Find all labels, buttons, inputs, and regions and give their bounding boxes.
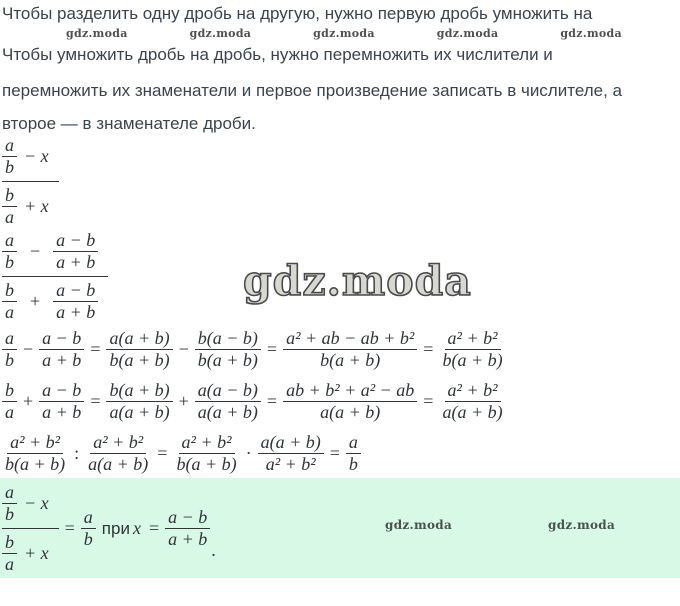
fraction-numerator: a − b bbox=[165, 508, 210, 529]
fraction-denominator: b(a + b) bbox=[176, 454, 237, 474]
watermark-text: gdz.moda bbox=[436, 27, 499, 40]
math-term: − x bbox=[24, 146, 49, 166]
watermark-text: gdz.moda bbox=[560, 27, 622, 40]
operator: = bbox=[157, 443, 168, 463]
fraction bbox=[195, 381, 261, 422]
fraction-numerator: b(a + b) bbox=[106, 381, 172, 402]
fraction bbox=[173, 433, 239, 474]
fraction-denominator: a + b bbox=[56, 252, 96, 272]
watermark-text: gdz.moda bbox=[313, 27, 375, 40]
math-line-numerator-simplification bbox=[2, 329, 506, 370]
fraction-denominator: a² + b² bbox=[265, 454, 316, 474]
operator: = bbox=[90, 339, 101, 359]
fraction-numerator: a − b bbox=[39, 381, 84, 402]
fraction-denominator: a bbox=[5, 302, 14, 322]
fraction bbox=[2, 483, 17, 524]
big-fraction bbox=[2, 483, 59, 574]
fraction bbox=[39, 329, 84, 370]
fraction-denominator: a(a + b) bbox=[109, 402, 170, 422]
fraction bbox=[195, 329, 261, 370]
operator: = bbox=[423, 339, 434, 359]
fraction bbox=[2, 231, 17, 272]
fraction-numerator: b(a − b) bbox=[195, 329, 261, 350]
fraction-numerator: a bbox=[2, 483, 17, 504]
fraction bbox=[106, 329, 172, 370]
operator: + bbox=[30, 291, 41, 311]
fraction bbox=[2, 433, 68, 474]
fraction bbox=[2, 533, 17, 574]
operator: + bbox=[178, 391, 189, 411]
big-fraction-numerator bbox=[2, 483, 59, 529]
watermark-large: gdz.moda bbox=[243, 257, 472, 305]
fraction-numerator: a² + b² bbox=[179, 433, 235, 454]
math-line-denominator-simplification bbox=[2, 381, 506, 422]
operator: − bbox=[23, 339, 34, 359]
fraction bbox=[39, 381, 84, 422]
math-expression-2 bbox=[2, 231, 108, 322]
fraction-denominator: a + b bbox=[42, 350, 82, 370]
fraction-denominator: b bbox=[83, 528, 93, 549]
condition-word: при bbox=[101, 518, 130, 538]
fraction-numerator: b bbox=[2, 186, 17, 207]
fraction-numerator: a² + b² bbox=[445, 329, 501, 350]
fraction bbox=[283, 329, 417, 370]
fraction-denominator: a + b bbox=[56, 302, 96, 322]
fraction-denominator: a(a + b) bbox=[442, 402, 503, 422]
fraction bbox=[85, 433, 151, 474]
fraction bbox=[2, 136, 17, 177]
fraction-numerator: a(a + b) bbox=[258, 433, 324, 454]
big-fraction-denominator bbox=[2, 182, 59, 227]
fraction bbox=[283, 381, 417, 422]
fraction-denominator: b(a + b) bbox=[442, 350, 503, 370]
fraction-numerator: ab + b² + a² − ab bbox=[283, 381, 417, 402]
instruction-line-2: Чтобы умножить дробь на дробь, нужно перемножить их числители и bbox=[2, 45, 553, 64]
fraction-numerator: a(a − b) bbox=[195, 381, 261, 402]
math-term: − x bbox=[24, 492, 49, 513]
operator: + bbox=[23, 391, 34, 411]
big-fraction bbox=[2, 231, 108, 322]
fraction bbox=[2, 329, 17, 370]
watermark-row bbox=[0, 27, 680, 40]
fraction-denominator: b(a + b) bbox=[197, 350, 258, 370]
big-fraction-denominator bbox=[2, 277, 108, 322]
watermark-text: gdz.moda bbox=[189, 27, 252, 40]
fraction-numerator: a² + ab − ab + b² bbox=[283, 329, 417, 350]
operator: : bbox=[74, 443, 80, 463]
fraction-numerator: a − b bbox=[53, 281, 98, 302]
fraction-numerator: a bbox=[2, 329, 17, 350]
fraction-numerator: a − b bbox=[39, 329, 84, 350]
fraction bbox=[258, 433, 324, 474]
big-fraction-denominator bbox=[2, 529, 59, 574]
fraction-numerator: a² + b² bbox=[90, 433, 146, 454]
fraction-numerator: b bbox=[2, 281, 17, 302]
fraction-denominator: b(a + b) bbox=[109, 350, 170, 370]
fraction-denominator: a(a + b) bbox=[197, 402, 258, 422]
instruction-line-3: перемножить их знаменатели и первое произведение записать в числителе, а bbox=[2, 81, 622, 100]
fraction bbox=[2, 281, 17, 322]
instruction-line-1: Чтобы разделить одну дробь на другую, нужно первую дробь умножить на bbox=[2, 4, 593, 23]
fraction-denominator: a bbox=[5, 402, 14, 422]
fraction bbox=[2, 186, 17, 227]
math-term: + x bbox=[24, 196, 49, 216]
operator: − bbox=[30, 241, 41, 261]
fraction bbox=[2, 381, 17, 422]
period: . bbox=[211, 539, 216, 560]
variable-x: x bbox=[132, 517, 141, 538]
answer-equation bbox=[2, 483, 216, 574]
answer-highlight-box bbox=[0, 478, 680, 578]
math-work-area bbox=[0, 136, 680, 474]
fraction-numerator: a − b bbox=[53, 231, 98, 252]
fraction-denominator: b bbox=[5, 157, 14, 177]
fraction bbox=[106, 381, 172, 422]
fraction-denominator: b bbox=[5, 350, 14, 370]
fraction-denominator: b(a + b) bbox=[5, 454, 66, 474]
fraction-denominator: a(a + b) bbox=[320, 402, 381, 422]
fraction bbox=[53, 231, 98, 272]
fraction bbox=[165, 508, 210, 549]
fraction-numerator: a bbox=[2, 231, 17, 252]
fraction-denominator: a(a + b) bbox=[88, 454, 149, 474]
watermark-text: gdz.moda bbox=[385, 518, 453, 532]
fraction-numerator: a bbox=[2, 136, 17, 157]
math-term: + x bbox=[24, 542, 49, 563]
watermark-text: gdz.moda bbox=[548, 518, 616, 532]
big-fraction bbox=[2, 136, 59, 227]
fraction-denominator: b bbox=[5, 252, 14, 272]
operator: = bbox=[148, 517, 160, 538]
fraction-denominator: a bbox=[5, 553, 14, 574]
operator: = bbox=[423, 391, 434, 411]
fraction-denominator: a bbox=[5, 207, 14, 227]
fraction-denominator: a + b bbox=[42, 402, 82, 422]
fraction-numerator: a² + b² bbox=[7, 433, 63, 454]
math-line-division bbox=[2, 433, 361, 474]
operator: = bbox=[266, 391, 278, 411]
math-expression-1 bbox=[2, 136, 59, 227]
fraction bbox=[346, 433, 361, 474]
instruction-line-4: второе — в знаменателе дроби. bbox=[2, 114, 256, 133]
operator: = bbox=[90, 391, 101, 411]
fraction-numerator: a² + b² bbox=[445, 381, 501, 402]
operator: = bbox=[64, 517, 75, 538]
big-fraction-numerator bbox=[2, 136, 59, 182]
fraction-numerator: b bbox=[2, 381, 17, 402]
fraction bbox=[439, 329, 505, 370]
fraction-numerator: a bbox=[81, 508, 96, 529]
big-fraction-numerator bbox=[2, 231, 108, 277]
fraction-denominator: a + b bbox=[168, 528, 208, 549]
fraction-denominator: b(a + b) bbox=[320, 350, 381, 370]
fraction bbox=[439, 381, 505, 422]
fraction-numerator: a(a + b) bbox=[106, 329, 172, 350]
operator: − bbox=[178, 339, 189, 359]
fraction-numerator: b bbox=[2, 533, 17, 554]
fraction-numerator: a bbox=[346, 433, 361, 454]
fraction bbox=[81, 508, 96, 549]
fraction-denominator: b bbox=[5, 503, 14, 524]
operator: · bbox=[245, 443, 252, 463]
fraction-denominator: b bbox=[348, 454, 358, 474]
watermark-text: gdz.moda bbox=[66, 27, 128, 40]
operator: = bbox=[266, 339, 278, 359]
fraction bbox=[53, 281, 98, 322]
operator: = bbox=[329, 443, 340, 463]
